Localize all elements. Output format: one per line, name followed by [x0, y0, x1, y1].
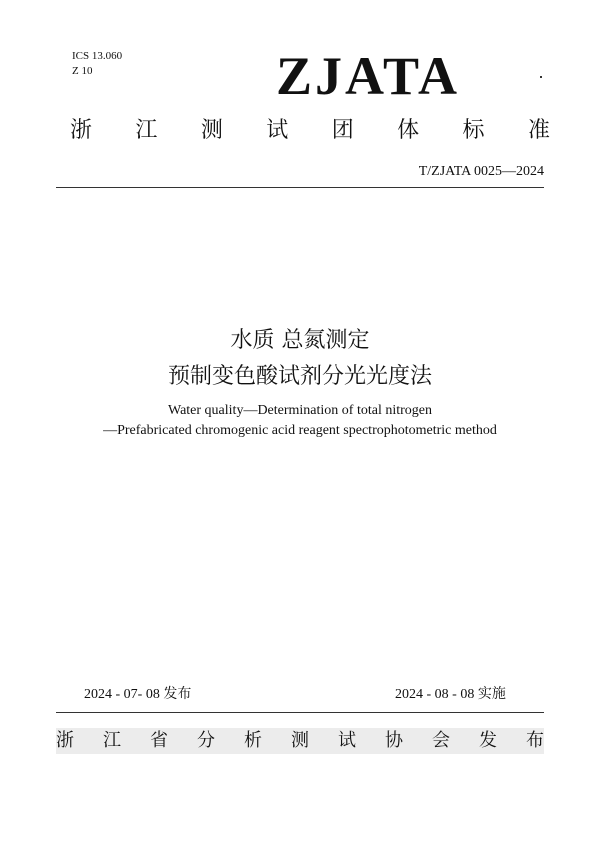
publisher-char: 析 — [244, 730, 262, 751]
publisher-char: 浙 — [56, 730, 74, 751]
title-chinese-line-2: 预制变色酸试剂分光光度法 — [167, 364, 432, 389]
standard-type-char: 试 — [266, 118, 289, 143]
publisher-char: 江 — [103, 730, 121, 751]
standard-type-char: 准 — [527, 118, 550, 143]
publisher-char: 测 — [291, 730, 309, 751]
ccs-code: Z 10 — [72, 65, 93, 77]
standard-type-char: 江 — [135, 118, 158, 143]
publisher-line — [56, 728, 544, 754]
publisher-char: 分 — [197, 730, 215, 751]
standard-type-char: 标 — [462, 118, 485, 143]
publisher-char: 试 — [338, 730, 356, 751]
footer-divider — [56, 712, 544, 713]
standard-type-char: 体 — [397, 118, 420, 143]
standard-number: T/ZJATA 0025—2024 — [418, 164, 544, 179]
standard-type-char: 浙 — [70, 118, 93, 143]
standard-type-char: 测 — [200, 118, 223, 143]
implementation-date: 2024 - 08 - 08 实施 — [395, 687, 506, 702]
header-divider — [56, 187, 544, 188]
title-chinese-line-1: 水质 总氮测定 — [230, 328, 370, 353]
publisher-char: 省 — [150, 730, 168, 751]
publisher-char: 协 — [385, 730, 403, 751]
title-english-line-2: —Prefabricated chromogenic acid reagent spectrophotometric method — [103, 423, 497, 438]
standard-type-heading — [70, 116, 550, 146]
publisher-char: 发 — [479, 730, 497, 751]
standard-type-char: 团 — [331, 118, 354, 143]
classification-codes — [72, 49, 122, 79]
logo-registered-mark — [540, 76, 542, 78]
publisher-char: 会 — [432, 730, 450, 751]
issue-date: 2024 - 07- 08 发布 — [84, 687, 192, 702]
title-english-line-1: Water quality—Determination of total nitrogen — [167, 403, 433, 418]
publisher-char: 布 — [526, 730, 544, 751]
zjata-logo: ZJATA — [276, 46, 461, 106]
ics-code: ICS 13.060 — [72, 50, 123, 62]
